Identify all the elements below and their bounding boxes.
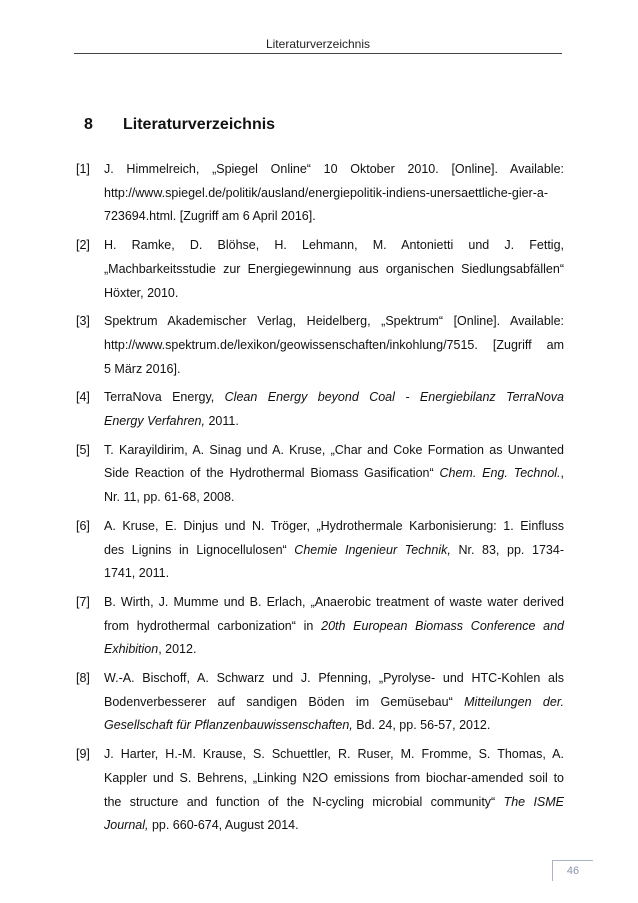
reference-line [104, 258, 564, 282]
reference-number: [5] [76, 442, 90, 457]
reference-number: [3] [76, 314, 90, 329]
chapter-heading [84, 116, 275, 134]
reference-text [104, 310, 564, 381]
reference-line [104, 539, 564, 563]
reference-segment: „Machbarkeitsstudie zur Energiegewinnung aus organischen Siedlungsabfällen“ [104, 261, 564, 276]
reference-segment: from hydrothermal carbonization“ in [104, 618, 322, 633]
reference-line [104, 743, 564, 767]
chapter-number: 8 [84, 116, 93, 133]
reference-number: [1] [76, 162, 90, 176]
reference-line [104, 515, 564, 539]
reference-item [76, 743, 564, 838]
reference-line [104, 158, 564, 182]
reference-text [104, 667, 564, 738]
reference-segment: 2011. [204, 414, 239, 429]
reference-italic-segment: 20th European Biomass Conference and [321, 618, 564, 633]
reference-line [104, 310, 564, 334]
reference-segment: , 2012. [158, 642, 197, 657]
reference-line [104, 182, 564, 206]
reference-line [104, 814, 564, 838]
page-number: 46 [552, 860, 593, 881]
reference-italic-segment: Chemie Ingenieur Technik, [294, 542, 451, 557]
reference-line [104, 486, 564, 510]
reference-line [104, 334, 564, 358]
reference-line [104, 667, 564, 691]
reference-italic-segment: Energy Verfahren, [104, 414, 205, 429]
reference-item [76, 310, 564, 381]
reference-segment: TerraNova Energy, [104, 390, 225, 405]
reference-text [104, 158, 564, 229]
chapter-title: Literaturverzeichnis [123, 116, 276, 133]
reference-item [76, 439, 564, 510]
reference-segment: 5 März 2016]. [104, 361, 181, 376]
reference-line [104, 638, 564, 662]
reference-segment: Nr. 11, pp. 61-68, 2008. [104, 490, 235, 505]
reference-italic-segment: Exhibition [104, 642, 159, 657]
reference-segment: Kappler und S. Behrens, „Linking N2O emissions from biochar-amended soil to [104, 770, 564, 785]
reference-segment: Spektrum Akademischer Verlag, Heidelberg, „Spektrum“ [Online]. Available: [104, 314, 564, 329]
reference-line [104, 691, 564, 715]
reference-number: [6] [76, 518, 90, 533]
reference-segment: Side Reaction of the Hydrothermal Biomass Gasification“ [104, 466, 440, 481]
reference-segment: Bodenverbesserer auf sandigen Böden im Gemüsebau“ [104, 694, 465, 709]
reference-line [104, 282, 564, 306]
reference-item [76, 234, 564, 305]
reference-line [104, 439, 564, 463]
reference-italic-segment: Clean Energy beyond Coal - Energiebilanz TerraNova [224, 390, 564, 405]
reference-segment: B. Wirth, J. Mumme und B. Erlach, „Anaerobic treatment of waste water derived [104, 594, 564, 609]
reference-item [76, 667, 564, 738]
reference-italic-segment: Mitteilungen der. [464, 694, 564, 709]
reference-line [104, 462, 564, 486]
reference-italic-segment: The ISME [503, 794, 565, 809]
reference-segment: Bd. 24, pp. 56-57, 2012. [352, 718, 491, 733]
reference-line [104, 615, 564, 639]
reference-segment: H. Ramke, D. Blöhse, H. Lehmann, M. Antonietti und J. Fettig, [104, 238, 564, 253]
reference-line [104, 205, 564, 229]
reference-line [104, 358, 564, 382]
reference-item [76, 591, 564, 662]
reference-line [104, 767, 564, 791]
reference-text [104, 386, 564, 433]
reference-segment: Höxter, 2010. [104, 285, 179, 300]
reference-item [76, 515, 564, 586]
reference-line [104, 714, 564, 738]
reference-line [104, 562, 564, 586]
reference-item [76, 158, 564, 229]
reference-number: [7] [76, 594, 90, 609]
reference-segment: W.-A. Bischoff, A. Schwarz und J. Pfenning, „Pyrolyse- und HTC-Kohlen als [104, 671, 564, 686]
reference-segment: 723694.html. [Zugriff am 6 April 2016]. [104, 209, 316, 224]
reference-italic-segment: Gesellschaft für Pflanzenbauwissenschaften, [104, 718, 353, 733]
reference-line [104, 591, 564, 615]
reference-list [76, 158, 564, 843]
reference-segment: J. Harter, H.-M. Krause, S. Schuettler, R. Ruser, M. Fromme, S. Thomas, A. [104, 747, 564, 762]
reference-number: [2] [76, 238, 90, 253]
header-divider [74, 53, 562, 54]
reference-segment: http://www.spektrum.de/lexikon/geowissenschaften/inkohlung/7515. [Zugriff am [104, 337, 564, 352]
reference-number: [8] [76, 671, 90, 686]
reference-segment: A. Kruse, E. Dinjus und N. Tröger, „Hydrothermale Karbonisierung: 1. Einfluss [104, 518, 564, 533]
reference-line [104, 791, 564, 815]
running-header: Literaturverzeichnis [265, 37, 371, 51]
reference-italic-segment: Chem. Eng. Technol. [439, 466, 561, 481]
reference-text [104, 439, 564, 510]
reference-segment: the structure and function of the N-cycling microbial community“ [104, 794, 504, 809]
reference-line [104, 386, 564, 410]
reference-segment: , [560, 466, 564, 481]
reference-item [76, 386, 564, 433]
reference-text [104, 234, 564, 305]
reference-text [104, 743, 564, 838]
reference-segment: T. Karayildirim, A. Sinag und A. Kruse, „Char and Coke Formation as Unwanted [104, 442, 564, 457]
reference-segment: http://www.spiegel.de/politik/ausland/energiepolitik-indiens-unersaettliche-gier-a- [104, 185, 548, 200]
reference-number: [4] [76, 390, 90, 405]
reference-italic-segment: Journal, [104, 818, 149, 833]
reference-text [104, 515, 564, 586]
reference-segment: des Lignins in Lignocellulosen“ [104, 542, 295, 557]
reference-text [104, 591, 564, 662]
reference-line [104, 410, 564, 434]
reference-line [104, 234, 564, 258]
reference-number: [9] [76, 747, 90, 762]
reference-segment: Nr. 83, pp. 1734- [450, 542, 564, 557]
reference-segment: 1741, 2011. [104, 566, 170, 581]
reference-segment: pp. 660-674, August 2014. [148, 818, 299, 833]
reference-segment: J. Himmelreich, „Spiegel Online“ 10 Oktober 2010. [Online]. Available: [104, 162, 564, 176]
